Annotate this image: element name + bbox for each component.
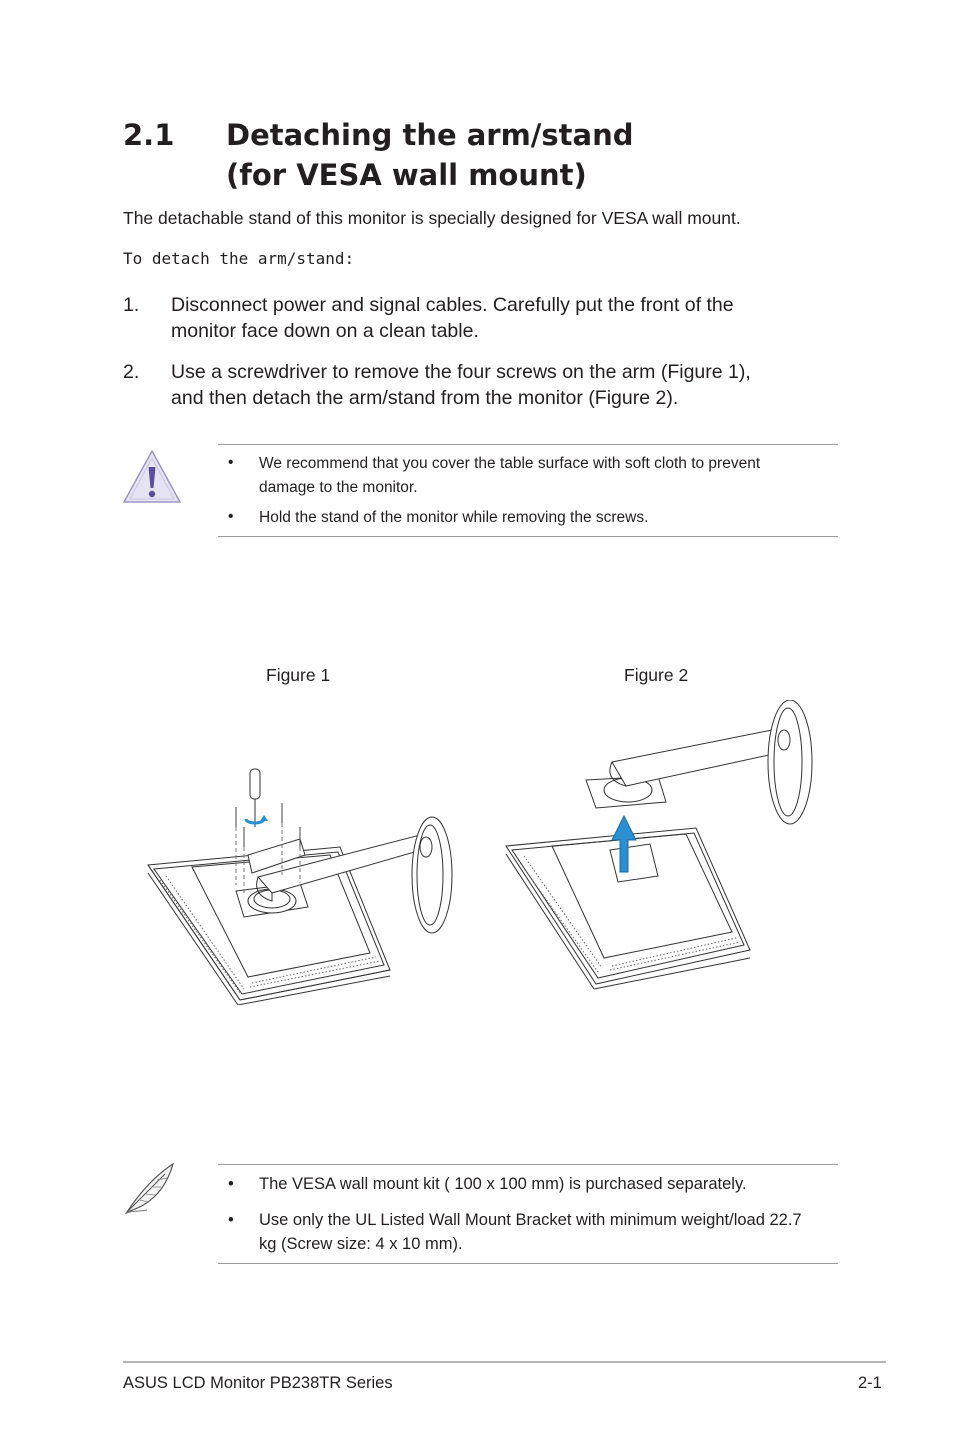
footer-rule [123,1361,886,1363]
figure-2-illustration [500,700,820,990]
feather-pen-icon [121,1160,179,1218]
step-2-number: 2. [123,361,140,383]
note-bullet-2-line-1: Use only the UL Listed Wall Mount Bracket with minimum weight/load 22.7 [259,1211,802,1229]
step-1-line-1: Disconnect power and signal cables. Carefully put the front of the [171,294,734,316]
note-bullet-2-line-2: kg (Screw size: 4 x 10 mm). [259,1235,463,1253]
caution-bottom-rule [218,536,838,537]
figure-1-illustration [140,755,470,1005]
caution-bullet-1-line-2: damage to the monitor. [259,479,418,496]
caution-top-rule [218,444,838,445]
caution-bullet-2: Hold the stand of the monitor while removing the screws. [259,509,649,526]
procedure-subheading: To detach the arm/stand: [123,249,355,268]
note-top-rule [218,1164,838,1165]
step-2-line-1: Use a screwdriver to remove the four screws on the arm (Figure 1), [171,361,751,383]
caution-bullet-dot: • [228,508,234,525]
note-bullet-1: The VESA wall mount kit ( 100 x 100 mm) is purchased separately. [259,1175,747,1193]
section-number: 2.1 [123,118,175,152]
intro-paragraph: The detachable stand of this monitor is specially designed for VESA wall mount. [123,208,741,228]
note-bullet-dot: • [228,1175,234,1193]
section-title-line-1: Detaching the arm/stand [226,118,634,152]
note-bullet-dot: • [228,1211,234,1229]
step-1-number: 1. [123,294,140,316]
footer-title: ASUS LCD Monitor PB238TR Series [123,1374,393,1392]
figure-2-caption: Figure 2 [624,665,689,685]
note-bottom-rule [218,1263,838,1264]
step-2-line-2: and then detach the arm/stand from the monitor (Figure 2). [171,387,679,409]
section-title-line-2: (for VESA wall mount) [226,158,587,192]
caution-bullet-dot: • [228,454,234,471]
warning-triangle-icon [121,448,183,506]
figure-1-caption: Figure 1 [266,665,331,685]
page-number: 2-1 [858,1374,882,1392]
caution-bullet-1-line-1: We recommend that you cover the table surface with soft cloth to prevent [259,455,761,472]
step-1-line-2: monitor face down on a clean table. [171,320,479,342]
